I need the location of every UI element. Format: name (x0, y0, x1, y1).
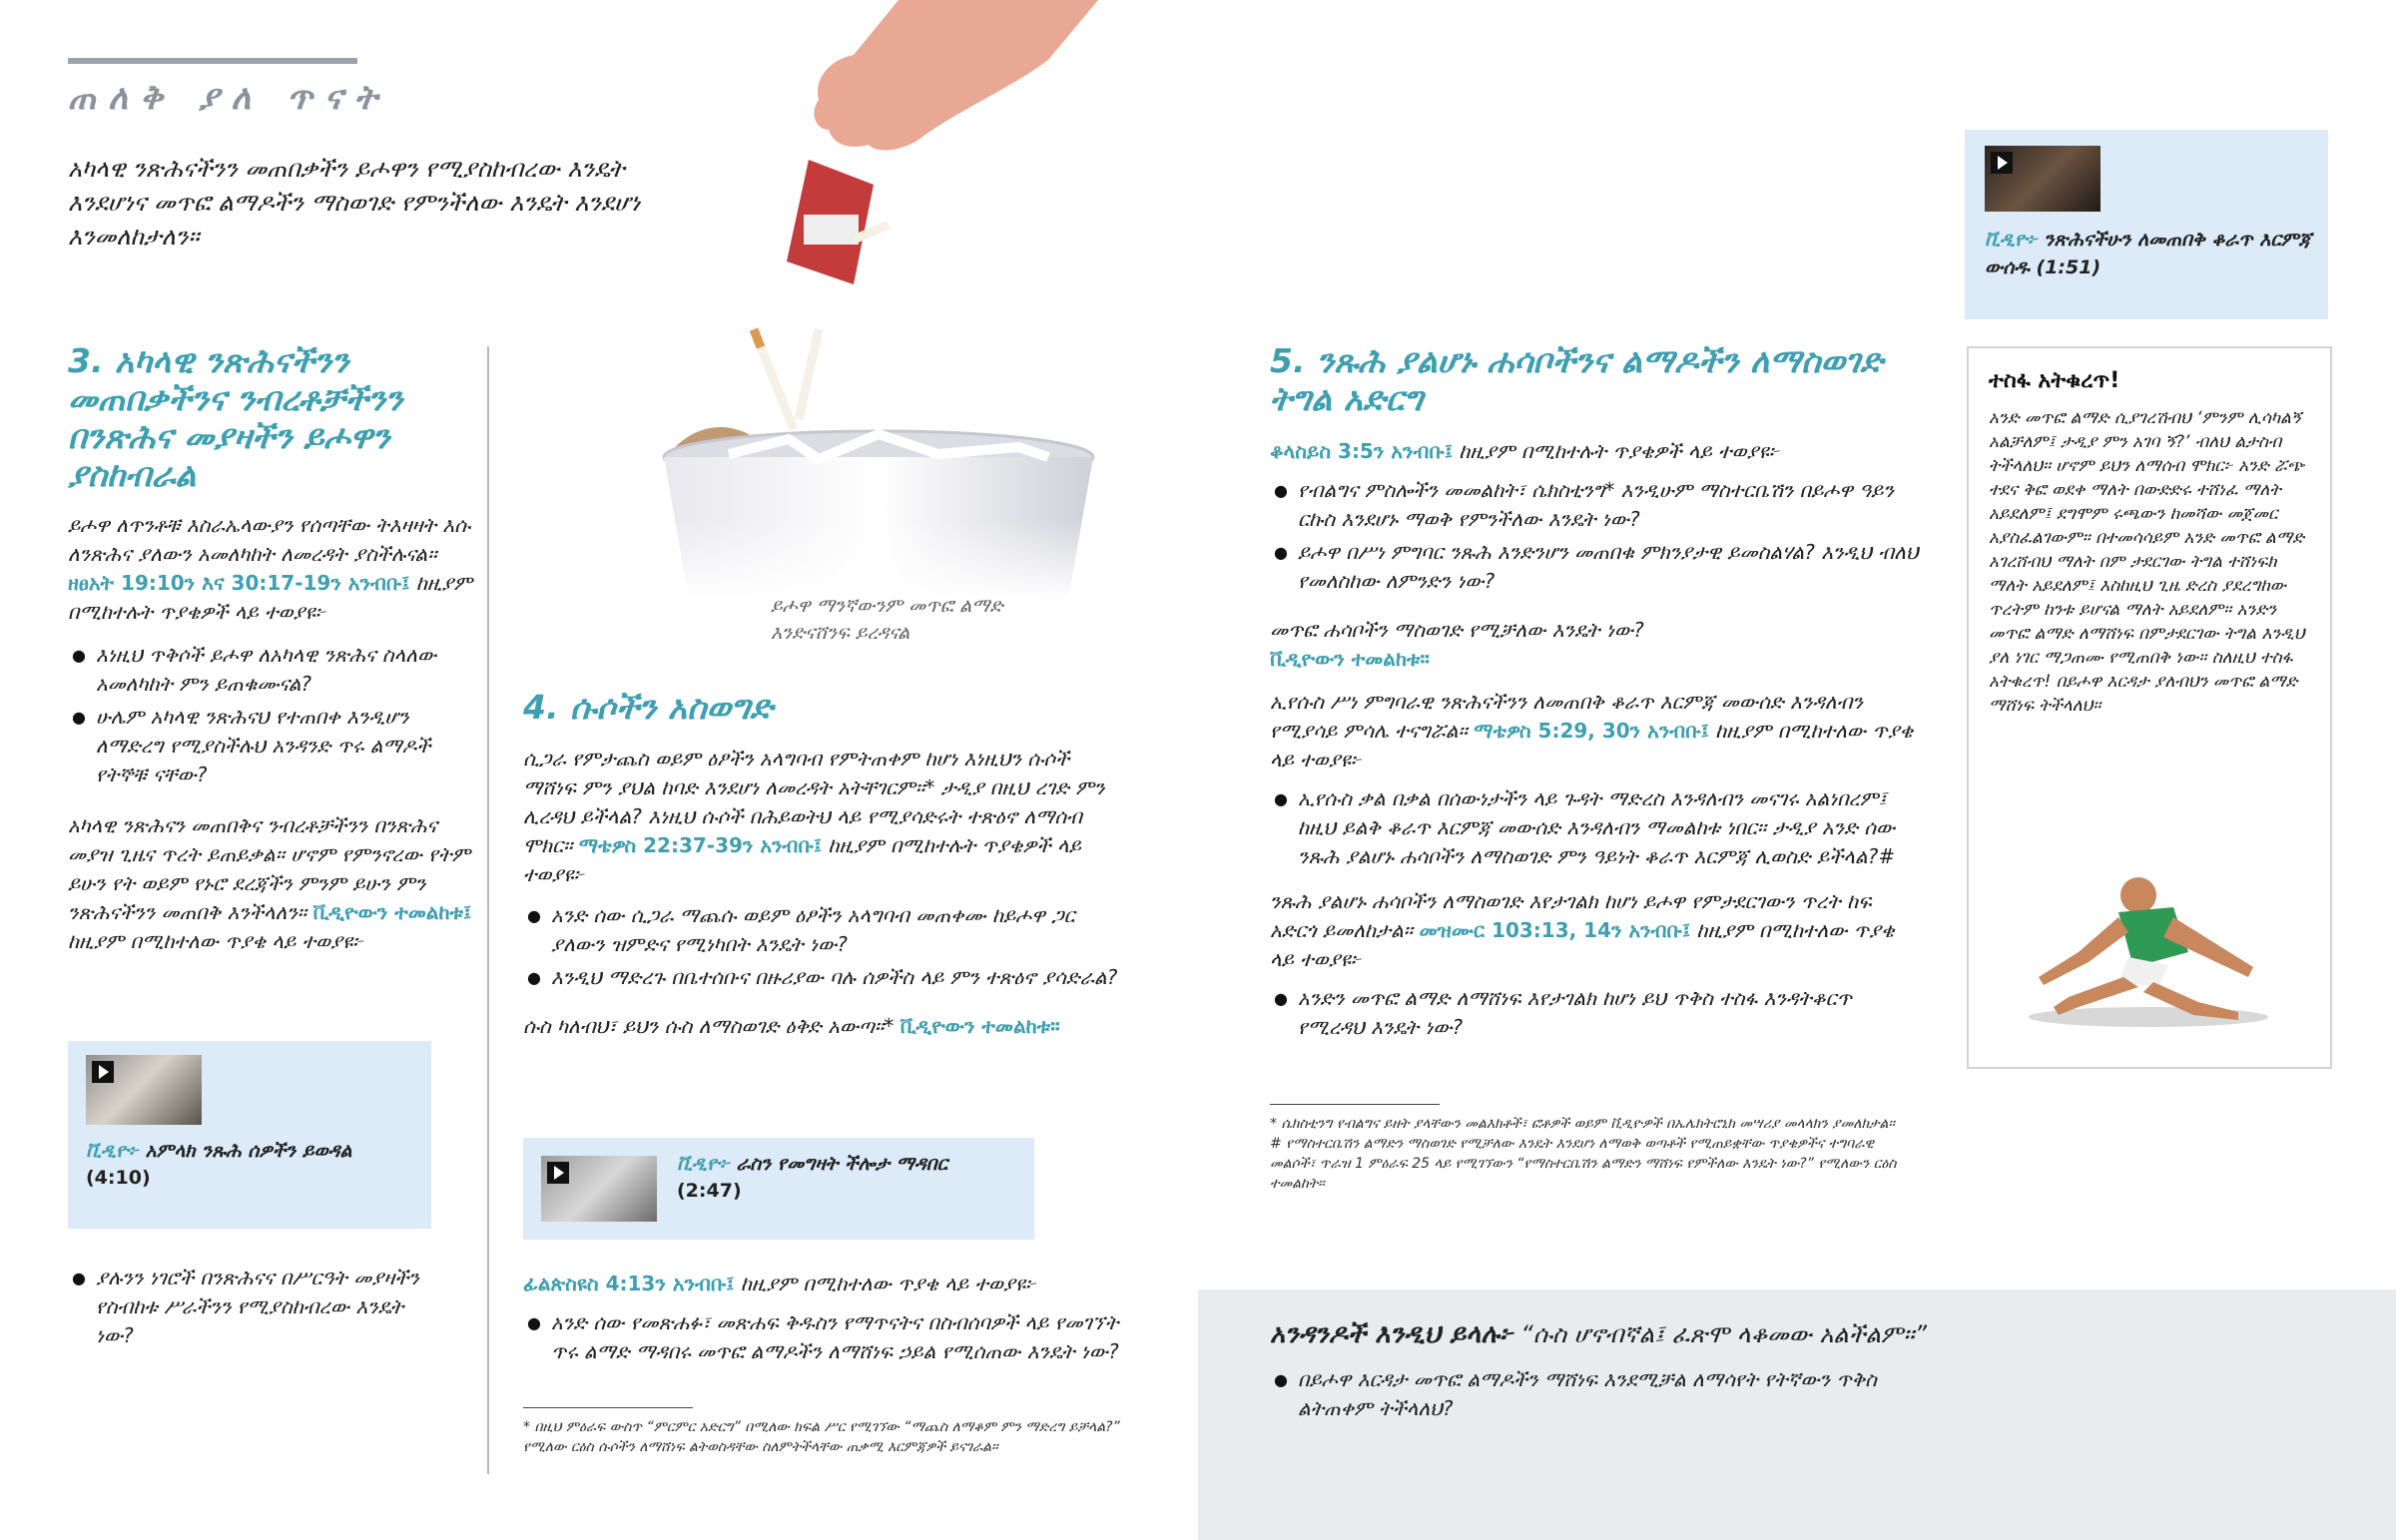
hand-icon (814, 0, 1098, 150)
footnote-masturbation: # የማስተርቤሽን ልማድን ማስወገድ የሚቻለው እንዴት እንደሆነ ለማወቅ ወጣቶች የሚጠይቋቸው ጥያቄዎችና ተግባራዊ መልሶች፣ ጥራዝ 1 ምዕራፍ 25 ላይ የሚገኘውን “የማስተርቤሽን ልማድን ማሸነፍ የምችለው እንዴት ነው?” የሚለውን ርዕስ ተመልከት። (1270, 1136, 1897, 1192)
scripture-link-philippians[interactable]: ፊልጵስዩስ 4:13ን አንብቡ፤ (523, 1272, 735, 1295)
section5-heading: 5. ንጹሕ ያልሆኑ ሐሳቦችንና ልማዶችን ለማስወገድ ትግል አድርግ (1270, 341, 1884, 418)
section5-p4: ንጹሕ ያልሆኑ ሐሳቦችን ለማስወገድ እየታገልክ ከሆነ ይሖዋ የምታደርገውን ጥረት ከፍ አድርጎ ይመለከታል። (1270, 889, 1872, 942)
list-item: ● አንድን መጥፎ ልማድ ለማሸነፍ እየታገልክ ከሆነ ይህ ጥቅስ ተስፋ እንዳትቆርጥ የሚረዳህ እንዴት ነው? (1298, 984, 1919, 1042)
header-rule (68, 58, 357, 64)
list-item: ● በይሖዋ እርዳታ መጥፎ ልማዶችን ማሸነፍ እንደሚቻል ለማሳየት የትኛውን ጥቅስ ልትጠቀም ትችላለህ? (1298, 1365, 1917, 1423)
section4-p1-tail: ከዚያም በሚከተሉት ጥያቄዎች ላይ ተወያዩ፦ (523, 833, 1081, 886)
section3-p2-tail: ከዚያም በሚከተለው ጥያቄ ላይ ተወያዩ፦ (68, 929, 363, 953)
section5-p2: መጥፎ ሐሳቦችን ማስወገድ የሚቻለው እንዴት ነው? (1270, 618, 1644, 642)
video-label: ቪዲዮ፦ (677, 1153, 730, 1175)
section5-end-question (1270, 984, 1919, 1042)
section3-questions (68, 641, 477, 789)
some-say-box (1198, 1289, 2396, 1540)
video-duration: (1:51) (2036, 257, 2101, 278)
play-icon[interactable] (1991, 152, 2013, 174)
sidebar-dont-give-up (1967, 346, 2332, 1069)
scripture-link-exodus[interactable]: ዘፀአት 19:10ን እና 30:17-19ን አንብቡ፤ (68, 571, 410, 595)
some-say-question (1270, 1361, 1917, 1427)
list-item: ● አንድ ሰው የመጽሐፉ፣ መጽሐፍ ቅዱስን የማጥናትና በስብሰባዎች ላይ የመገኘት ጥሩ ልማድ ማዳበሩ መጥፎ ልማዶችን ለማሸነፍ ኃይል የሚሰጠው እንዴት ነው? (551, 1308, 1122, 1366)
video-duration: (2:47) (677, 1180, 742, 1202)
video-thumbnail[interactable] (86, 1055, 202, 1125)
scripture-link-colossians[interactable]: ቆላስይስ 3:5ን አንብቡ፤ (1270, 439, 1454, 463)
column-divider (487, 346, 489, 1474)
list-item: ● ያሉንን ነገሮች በንጽሕናና በሥርዓት መያዛችን የስብከቱ ሥራችንን የሚያስከብረው እንዴት ነው? (96, 1264, 447, 1350)
scripture-link-psalm[interactable]: መዝሙር 103:13, 14ን አንብቡ፤ (1419, 918, 1691, 942)
video-title[interactable] (1985, 226, 2314, 281)
footnote-rule (1270, 1104, 1440, 1105)
section4-footnote: * በዚህ ምዕራፍ ውስጥ “ምርምር አድርግ” በሚለው ክፍል ሥር የሚገኘው “ማጨስ ለማቆም ምን ማድረግ ይቻላል?” የሚለው ርዕስ ሱሶችን ለማሸነፍ ልትወስዳቸው ስለምትችላቸው ጠቃሚ እርምጃዎች ይናገራል። (523, 1419, 1120, 1455)
footnote-sexting: * ሴክስቲንግ የብልግና ይዘት ያላቸውን መልእክቶች፣ ፎቶዎች ወይም ቪዲዮዎች በኤሌክትሮኒክ መሣሪያ መላላክን ያመለክታል። (1270, 1116, 1895, 1132)
scripture-link-matthew-22[interactable]: ማቴዎስ 22:37-39ን አንብቡ፤ (578, 833, 823, 857)
section5-p3-tail: ከዚያም በሚከተለው ጥያቄ ላይ ተወያዩ፦ (1270, 719, 1914, 771)
section3-p1: ይሖዋ ለጥንቶቹ እስራኤላውያን የሰጣቸው ትእዛዛት እሱ ለንጽሕና ያለውን አመለካከት ለመረዳት ያስችሉናል። (68, 513, 471, 566)
section5-p1-tail: ከዚያም በሚከተሉት ጥያቄዎች ላይ ተወያዩ፦ (1459, 439, 1780, 463)
some-say-heading: አንዳንዶች እንዲህ ይላሉ፦ (1270, 1319, 1513, 1349)
video-card-section5[interactable] (1965, 130, 2328, 319)
play-icon[interactable] (92, 1061, 114, 1083)
list-item: ● አንድ ሰው ሲጋራ ማጨሱ ወይም ዕፆችን አላግባብ መጠቀሙ ከይሖዋ ጋር ያለውን ዝምድና የሚነካበት እንዴት ነው? (551, 901, 1122, 959)
section5-content (1270, 437, 1919, 1046)
sidebar-heading: ተስፋ አትቁረጥ! (1989, 368, 2120, 393)
list-item: ● የብልግና ምስሎችን መመልከት፣ ሴክስቲንግ* እንዲሁም ማስተርቤሽን በይሖዋ ዓይን ርኩስ እንደሆኑ ማወቅ የምንችለው እንዴት ነው? (1298, 476, 1919, 534)
image-caption: ይሖዋ ማንኛውንም መጥፎ ልማድ እንድናሸንፍ ይረዳናል (771, 595, 1003, 644)
runner-illustration (1999, 857, 2298, 1037)
footnote-rule (523, 1407, 693, 1408)
page-intro: አካላዊ ንጽሕናችንን መጠበቃችን ይሖዋን የሚያስከብረው እንዴት እንደሆነና መጥፎ ልማዶችን ማስወገድ የምንችለው እንዴት እንደሆነ እንመለከታለን። (68, 155, 641, 251)
sidebar-text: አንድ መጥፎ ልማድ ሲያገረሽብህ ‘ምንም ሊሳካልኝ አልቻለም፤ ታዲያ ምን አገባ ኝ?’ ብለህ ልታስብ ትችላለህ። ሆኖም ይህን ለማሰብ ሞክር፦ አንድ ሯጭ ተደና ቅፎ ወደቀ ማለት በውድድሩ ተሸነፈ ማለት አይደለም፤ ደግሞም ሩጫውን ከመሻው መጀመር አያስፈልገውም። በተመሳሳይም አንድ መጥፎ ልማድ አገረሸብህ ማለት በም ታደርገው ትግል ተሸነፍክ ማለት አይደለም፤ እስከዚህ ጊዜ ድረስ ያደረግከው ጥረትም ከንቱ ይሆናል ማለት አይደለም። አንድን መጥፎ ልማድ ለማሸነፍ በምታደርገው ትግል እንዲህ ያለ ነገር ማጋጠሙ የሚጠበቅ ነው። ስለዚህ ተስፋ አትቁረጥ! በይሖዋ እርዳታ ያለብህን መጥፎ ልማድ ማሸነፍ ትችላለህ። (1989, 408, 2305, 716)
video-card-section3[interactable] (68, 1041, 431, 1229)
section3-closing (68, 1260, 447, 1354)
watch-video-link[interactable]: ቪዲዮውን ተመልከቱ። (899, 1014, 1060, 1038)
section4-p2: ሱስ ካለብህ፣ ይህን ሱስ ለማስወገድ ዕቅድ አውጣ።* (523, 1014, 895, 1038)
video-title-text: ንጽሕናችሁን ለመጠበቅ ቆራጥ እርምጃ ውሰዱ (1985, 229, 2312, 278)
video-thumbnail[interactable] (541, 1156, 657, 1222)
watch-video-link[interactable]: ቪዲዮውን ተመልከቱ። (1270, 647, 1430, 671)
list-item: ● ይሖዋ በሥነ ምግባር ንጹሕ እንድንሆን መጠበቁ ምክንያታዊ ይመስልሃል? እንዲህ ብለህ የመለስከው ለምንድን ነው? (1298, 538, 1919, 596)
section5-p4-tail: ከዚያም በሚከተለው ጥያቄ ላይ ተወያዩ፦ (1270, 918, 1895, 971)
video-title-text: አምላክ ንጹሕ ሰዎችን ይወዳል (145, 1140, 352, 1162)
section4-p3-tail: ከዚያም በሚከተለው ጥያቄ ላይ ተወያዩ፦ (740, 1272, 1036, 1295)
section4-content (523, 745, 1122, 1041)
list-item: ● እንዲህ ማድረጉ በቤተሰቡና በዙሪያው ባሉ ሰዎችስ ላይ ምን ተጽዕኖ ያሳድራል? (551, 963, 1122, 992)
section5-footnotes (1270, 1114, 1919, 1194)
video-card-section4[interactable] (523, 1138, 1034, 1240)
page-kicker: ጠለቅ ያለ ጥናት (68, 78, 390, 118)
section5-p3: ኢየሱስ ሥነ ምግባራዊ ንጽሕናችንን ለመጠበቅ ቆራጥ እርምጃ መውሰድ እንዳለብን የሚያሳይ ምሳሌ ተናግሯል። (1270, 690, 1863, 743)
scripture-link-matthew-5[interactable]: ማቴዎስ 5:29, 30ን አንብቡ፤ (1474, 719, 1709, 743)
video-duration: (4:10) (86, 1167, 151, 1189)
video-label: ቪዲዮ፦ (1985, 229, 2038, 251)
section3-heading: 3. አካላዊ ንጽሕናችንን መጠበቃችንና ንብረቶቻችንን በንጽሕና መያዛችን ይሖዋን ያስከብራል (68, 341, 403, 494)
section3-p2: አካላዊ ንጽሕናን መጠበቅና ንብረቶቻችንን በንጽሕና መያዝ ጊዜና ጥረት ይጠይቃል። ሆኖም የምንኖረው የትም ይሁን የት ወይም የኑሮ ደረጃችን ምንም ይሁን ምን ንጽሕናችንን መጠበቅ እንችላለን። (68, 813, 471, 924)
video-label: ቪዲዮ፦ (86, 1140, 139, 1162)
list-item: ● ሁሌም አካላዊ ንጽሕናህ የተጠበቀ እንዲሆን ለማድረግ የሚያስችሉህ አንዳንድ ጥሩ ልማዶች የትኞቹ ናቸው? (96, 703, 477, 789)
section4-questions (523, 901, 1122, 992)
video-title[interactable] (86, 1137, 415, 1165)
play-icon[interactable] (547, 1162, 569, 1184)
watch-video-link[interactable]: ቪዲዮውን ተመልከቱ፤ (312, 900, 472, 924)
video-thumbnail[interactable] (1985, 146, 2100, 212)
section3-content (68, 511, 477, 956)
video-title[interactable] (677, 1150, 1026, 1178)
some-say-quote: “ሱስ ሆኖብኛል፤ ፈጽሞ ላቆመው አልችልም።” (1520, 1320, 1928, 1348)
section4-p1: ሲጋራ የምታጨስ ወይም ዕፆችን አላግባብ የምትጠቀም ከሆነ እነዚህን ሱሶች ማሸነፍ ምን ያህል ከባድ እንደሆነ ለመረዳት አትቸገርም።* ታዲያ በዚህ ረገድ ምን ሊረዳህ ይችላል? እነዚህ ሱሶች በሕይወትህ ላይ የሚያሳድሩት ተጽዕኖ ለማሰብ ሞክር። (523, 747, 1105, 857)
list-item: ● እነዚህ ጥቅሶች ይሖዋ ለአካላዊ ንጽሕና ስላለው አመለካከት ምን ይጠቁሙናል? (96, 641, 477, 699)
section5-mid-question (1270, 784, 1919, 871)
section4-closing (523, 1270, 1122, 1370)
trash-can-illustration (579, 0, 1138, 599)
video-title-text: ራስን የመግዛት ችሎታ ማዳበር (736, 1153, 948, 1175)
some-say-line (1270, 1319, 2368, 1350)
section3-p1-tail: ከዚያም በሚከተሉት ጥያቄዎች ላይ ተወያዩ፦ (68, 571, 473, 624)
section4-heading: 4. ሱሶችን አስወግድ (523, 688, 774, 727)
section5-questions (1270, 476, 1919, 596)
section4-closing-question (523, 1308, 1122, 1366)
list-item: ● ኢየሱስ ቃል በቃል በሰውነታችን ላይ ጉዳት ማድረስ እንዳለብን መናገሩ አልነበረም፤ ከዚህ ይልቅ ቆራጥ እርምጃ መውሰድ እንዳለብን ማመልከቱ ነበር። ታዲያ አንድ ሰው ንጹሕ ያልሆኑ ሐሳቦችን ለማስወገድ ምን ዓይነት ቆራጥ እርምጃ ሊወስድ ይችላል?# (1298, 784, 1919, 871)
section3-closing-question (68, 1264, 447, 1350)
